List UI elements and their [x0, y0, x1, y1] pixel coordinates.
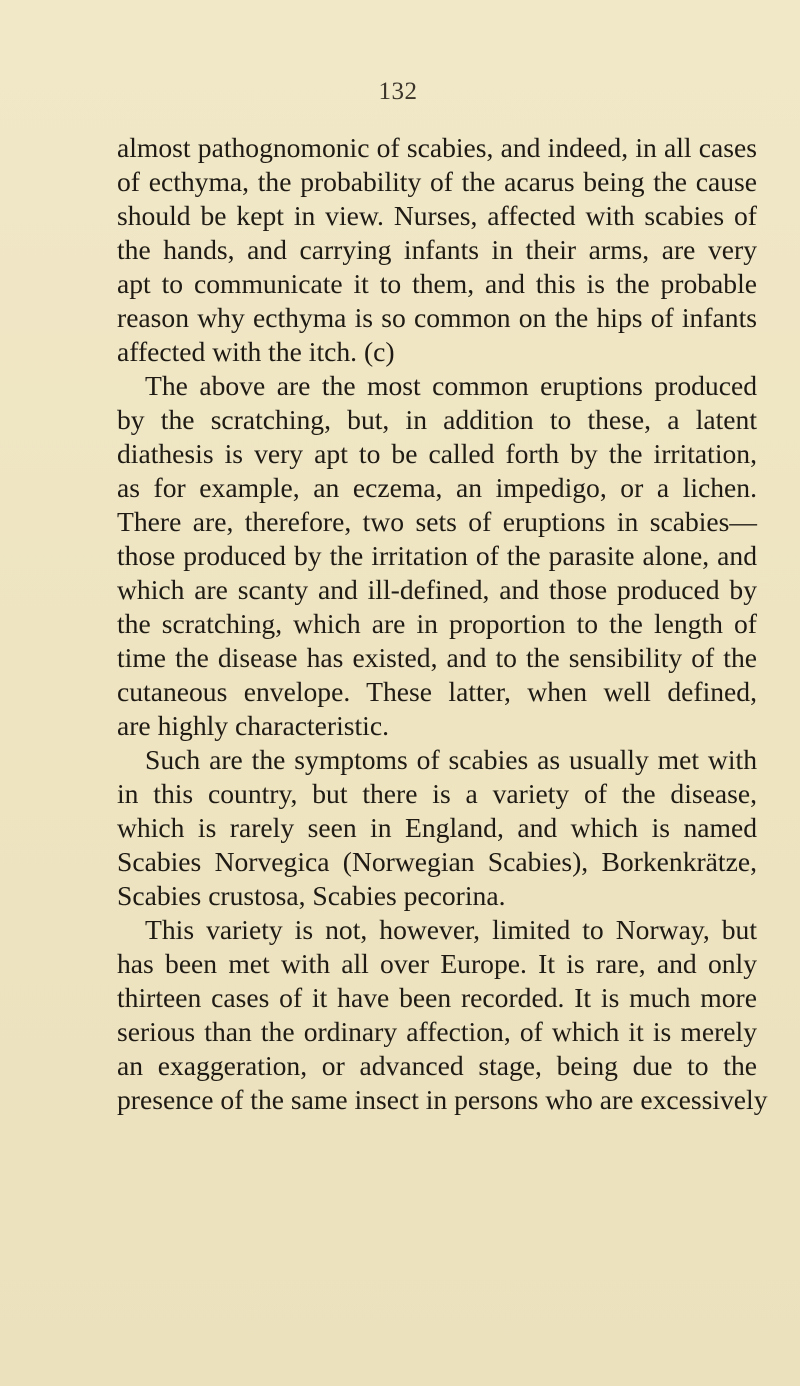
text-line: of ecthyma, the probability of the acarus being the cause	[117, 166, 757, 197]
text-line: presence of the same insect in persons who are excessively	[117, 1084, 768, 1115]
text-line: should be kept in view. Nurses, affected with scabies of	[117, 200, 757, 231]
text-line: Scabies Norvegica (Norwegian Scabies), Borkenkrätze,	[117, 846, 757, 877]
text-line: thirteen cases of it have been recorded. It is much more	[117, 982, 757, 1013]
text-line: the hands, and carrying infants in their arms, are very	[117, 234, 757, 265]
text-line: Such are the symptoms of scabies as usually met with	[145, 744, 757, 775]
text-line: those produced by the irritation of the parasite alone, and	[117, 540, 757, 571]
text-line: are highly characteristic.	[117, 710, 389, 741]
text-line: cutaneous envelope. These latter, when well defined,	[117, 676, 757, 707]
page-number: 132	[378, 78, 418, 105]
text-line: almost pathognomonic of scabies, and indeed, in all cases	[117, 132, 757, 163]
text-line: by the scratching, but, in addition to these, a latent	[117, 404, 757, 435]
text-line: There are, therefore, two sets of eruptions in scabies—	[117, 506, 757, 537]
text-line: as for example, an eczema, an impedigo, or a lichen.	[117, 472, 757, 503]
text-line: time the disease has existed, and to the sensibility of the	[117, 642, 757, 673]
text-line: reason why ecthyma is so common on the hips of infants	[117, 302, 757, 333]
text-line: diathesis is very apt to be called forth by the irritation,	[117, 438, 757, 469]
text-line: which is rarely seen in England, and which is named	[117, 812, 757, 843]
text-line: has been met with all over Europe. It is rare, and only	[117, 948, 757, 979]
text-line: apt to communicate it to them, and this is the probable	[117, 268, 757, 299]
text-line: Scabies crustosa, Scabies pecorina.	[117, 880, 506, 911]
text-line: This variety is not, however, limited to Norway, but	[145, 914, 757, 945]
text-line: The above are the most common eruptions produced	[145, 370, 757, 401]
text-line: in this country, but there is a variety of the disease,	[117, 778, 757, 809]
text-line: the scratching, which are in proportion to the length of	[117, 608, 757, 639]
text-line: affected with the itch. (c)	[117, 336, 395, 367]
text-line: serious than the ordinary affection, of which it is merely	[117, 1016, 757, 1047]
text-line: which are scanty and ill-defined, and those produced by	[117, 574, 757, 605]
text-line: an exaggeration, or advanced stage, being due to the	[117, 1050, 757, 1081]
